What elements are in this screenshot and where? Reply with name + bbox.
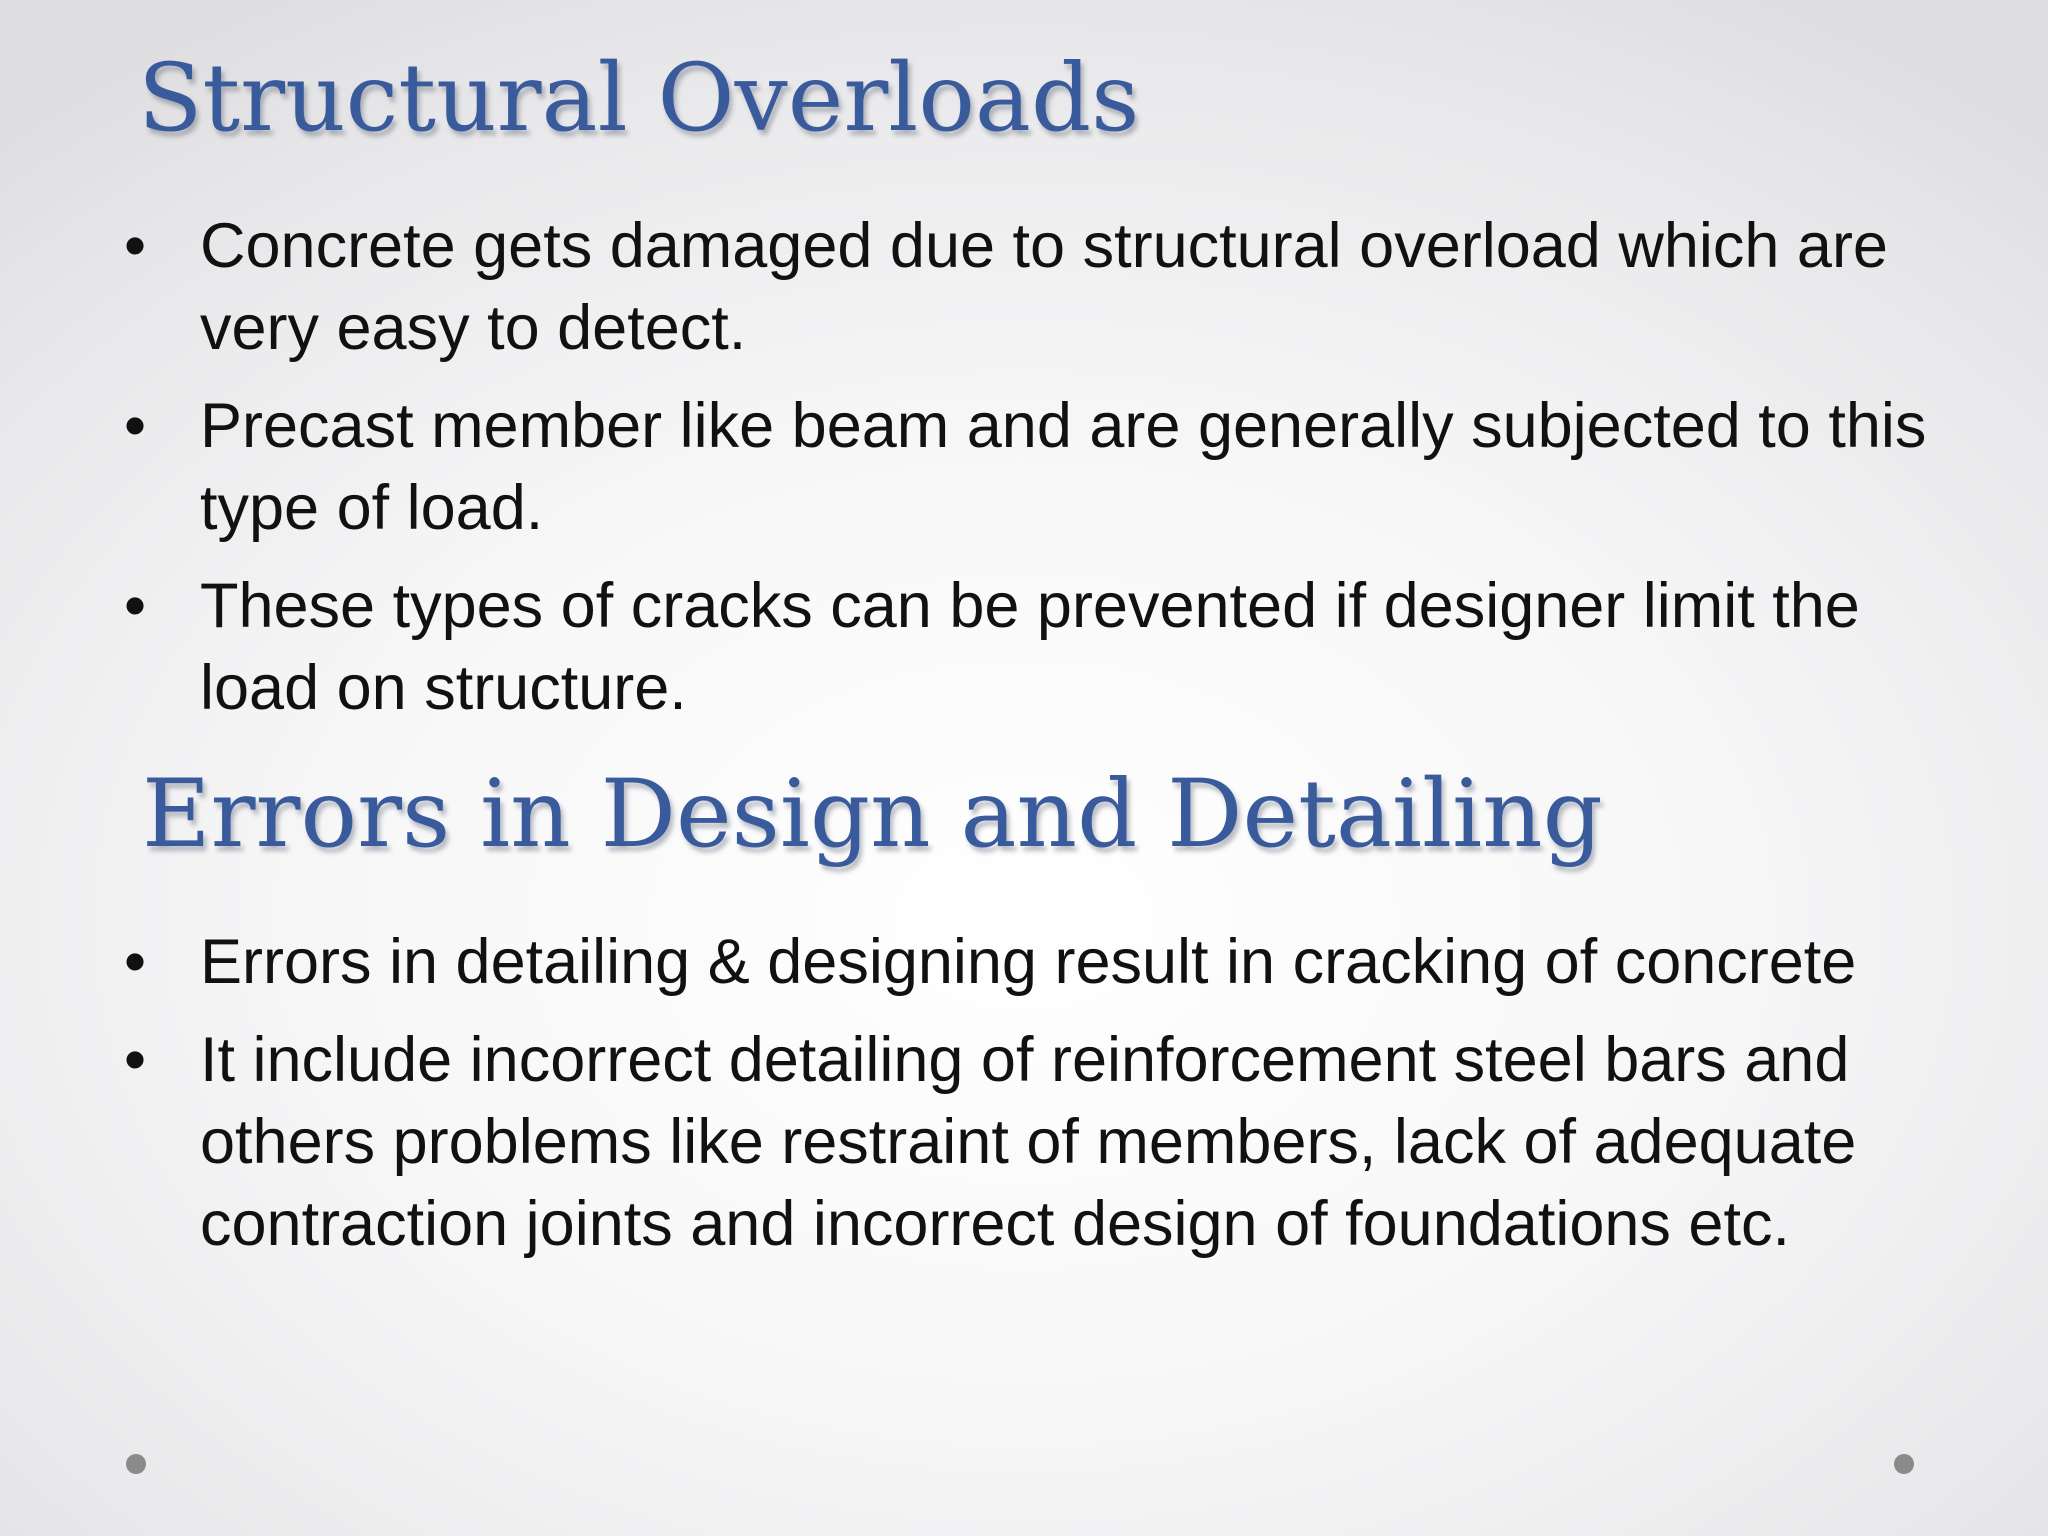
bullet-text: These types of cracks can be prevented if designer limit the load on structure. [200, 571, 1860, 723]
bullet-marker: • [124, 927, 147, 997]
bullet-text: It include incorrect detailing of reinforcement steel bars and others problems like restraint of members, lack of adequate contraction joints and incorrect design of foundations etc. [200, 1025, 1857, 1259]
decorative-dot-left [126, 1454, 146, 1474]
bullet-marker: • [124, 1025, 147, 1095]
bullet-item [0, 565, 1940, 729]
bullet-marker: • [124, 391, 147, 461]
bullet-item [0, 385, 1940, 549]
bullet-item [0, 921, 1940, 1003]
bullet-text: Precast member like beam and are generally subjected to this type of load. [200, 391, 1927, 543]
bullet-text: Errors in detailing & designing result in cracking of concrete [200, 927, 1857, 997]
bullet-marker: • [124, 211, 147, 281]
bullet-marker: • [124, 571, 147, 641]
bullet-text: Concrete gets damaged due to structural overload which are very easy to detect. [200, 211, 1888, 363]
bullet-list-errors-in-design [0, 921, 2048, 1281]
decorative-dot-right [1894, 1454, 1914, 1474]
section-heading-errors-in-design: Errors in Design and Detailing [142, 760, 1603, 869]
bullet-item [0, 205, 1940, 369]
section-heading-structural-overloads: Structural Overloads [138, 44, 1140, 153]
bullet-item [0, 1019, 1940, 1265]
bullet-list-structural-overloads [0, 205, 2048, 745]
